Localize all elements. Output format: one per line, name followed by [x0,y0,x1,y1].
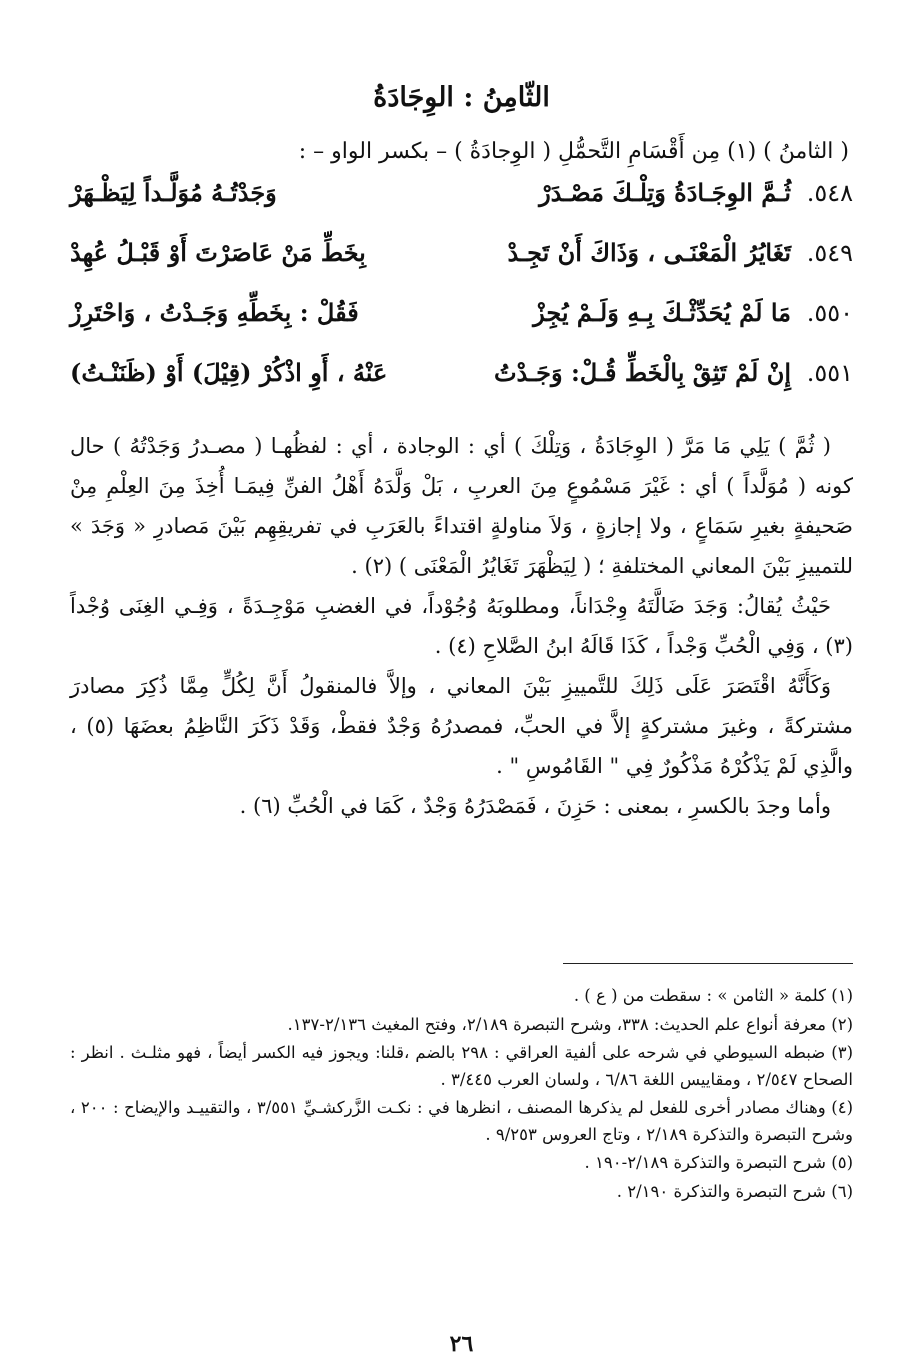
verse-second-hemistich: بِخَطِّ مَنْ عَاصَرْتَ أَوْ قَبْـلُ عُهِدْ [70,238,366,267]
paragraph: وأما وجدَ بالكسرِ ، بمعنى : حَزِنَ ، فَمَصْدَرُهُ وَجْدٌ ، كَمَا في الْحُبِّ (٦) . [239,794,831,818]
verse-551 [70,358,853,418]
footnote: (٥) شرح التبصرة والتذكرة ٢/١٨٩-١٩٠ . [584,1153,853,1172]
verse-second-hemistich: عَنْهُ ، أَوِ اذْكُرْ (قِيْلَ) أَوْ (ظَنَنْـتُ) [70,358,388,387]
footnote: (١) كلمة « الثامن » : سقطت من ( ع ) . [573,986,853,1005]
verse-second-hemistich: فَقُلْ : بِخَطِّهِ وَجَـدْتُ ، وَاحْتَرِزْ [70,298,359,327]
verse-first-hemistich: إِنْ لَمْ تَثِقْ بِالْخَطِّ قُـلْ: وَجَـدْتُ [493,358,791,387]
paragraph: وَكَأَنَّهُ اقْتَصَرَ عَلَى ذَلِكَ للتَّمييزِ بَيْنَ المعاني ، وإلاَّ فالمنقولُ أَنَّ لِكُلٍّ مِمَّا ذُكِرَ مصادرَ مشتركةً ، وغيرَ مشتركةٍ إلاَّ في الحبِّ، فمصدرُهُ وَجْدٌ فقطْ، وَقَدْ ذَكَرَ النَّاظِمُ بعضَهَا (٥) ، والَّذِي لَمْ يَذْكُرْهُ مَذْكُورٌ فِي " القَامُوسِ " . [70,674,853,778]
verse-number: ٥٥١. [806,359,853,387]
verse-548 [70,178,853,238]
footnote: (٦) شرح التبصرة والتذكرة ٢/١٩٠ . [616,1181,853,1201]
verse-number: ٥٤٨. [806,179,853,207]
footnote: (٢) معرفة أنواع علم الحديث: ٣٣٨، وشرح التبصرة ٢/١٨٩، وفتح المغيث ٢/١٣٦-١٣٧. [287,1014,853,1034]
verse-first-hemistich: مَا لَمْ يُحَدِّثْـكَ بِـهِ وَلَـمْ يُجِزْ [533,298,791,327]
paragraph: ( ثُمَّ ) يَلِي مَا مَرَّ ( الوِجَادَةُ ، وَتِلْكَ ) أي : الوجادة ، أي : لفظُهـا ( مصـدرُ وَجَدْتُهُ ) حال كونه ( مُوَلَّداً ) أي : غَيْرَ مَسْمُوعٍ مِنَ العربِ ، بَلْ وَلَّدَهُ أَهْلُ الفنِّ فِيمَـا أُخِذَ مِنَ العِلْمِ مِنْ صَحيفةٍ بغيرِ سَمَاعٍ ، ولا إجازةٍ ، وَلاَ مناولةٍ اقتداءً بالعَرَبِ في تفريقِهِم بَيْنَ مَصادرِ « وَجَدَ » للتمييزِ بَيْنَ المعاني المختلفةِ ؛ ( لِيَظْهَرَ تَغَايُرُ الْمَعْنَى ) (٢) . [70,434,853,578]
verse-550 [70,298,853,358]
book-page [70,78,853,1357]
verses-block [70,178,853,418]
footnote: (٤) وهناك مصادر أخرى للفعل لم يذكرها المصنف ، انظرها في : نكـت الزَّركشـيِّ ٣/٥٥١ ، والتقييـد والإيضاح : ٢٠٠ ، وشرح التبصرة والتذكرة ٢/١٨٩ ، وتاج العروس ٩/٢٥٣ . [70,1098,853,1144]
verse-first-hemistich: ثُـمَّ الوِجَـادَةُ وَتِلْـكَ مَصْـدَرْ [539,178,791,207]
section-title: الثّامِنُ : الوِجَادَةُ [373,82,550,113]
intro-line: ( الثامنُ ) (١) مِن أَقْسَامِ التَّحمُّلِ ( الوِجادَةُ ) – بكسر الواو – : [298,139,849,164]
verse-first-hemistich: تَغَايُرُ الْمَعْنَـى ، وَذَاكَ أَنْ تَجِـدْ [507,238,791,267]
paragraph: حَيْثُ يُقالُ: وَجَدَ ضَالَّتَهُ وِجْدَاناً، ومطلوبَهُ وُجُوْداً، في الغضبِ مَوْجِـدَةً ، وَفِـي الغِنَى وُجْداً (٣) ، وَفِي الْحُبِّ وَجْداً ، كَذَا قَالَهُ ابنُ الصَّلاحِ (٤) . [70,594,853,658]
commentary [70,426,853,826]
verse-second-hemistich: وَجَدْتُـهُ مُوَلَّـداً لِيَظْـهَرْ [70,178,277,207]
verse-number: ٥٤٩. [806,239,853,267]
verse-number: ٥٥٠. [806,299,853,327]
footnote-separator [563,963,853,964]
page-number: ٢٦ [449,1331,474,1357]
footnotes [70,983,853,1207]
footnote: (٣) ضبطه السيوطي في شرحه على ألفية العراقي : ٢٩٨ بالضم ،قلنا: ويجوز فيه الكسر أيضاً ، فهو مثلـث . انظر : الصحاح ٢/٥٤٧ ، ومقاييس اللغة ٦/٨٦ ، ولسان العرب ٣/٤٤٥ . [70,1043,853,1089]
verse-549 [70,238,853,298]
